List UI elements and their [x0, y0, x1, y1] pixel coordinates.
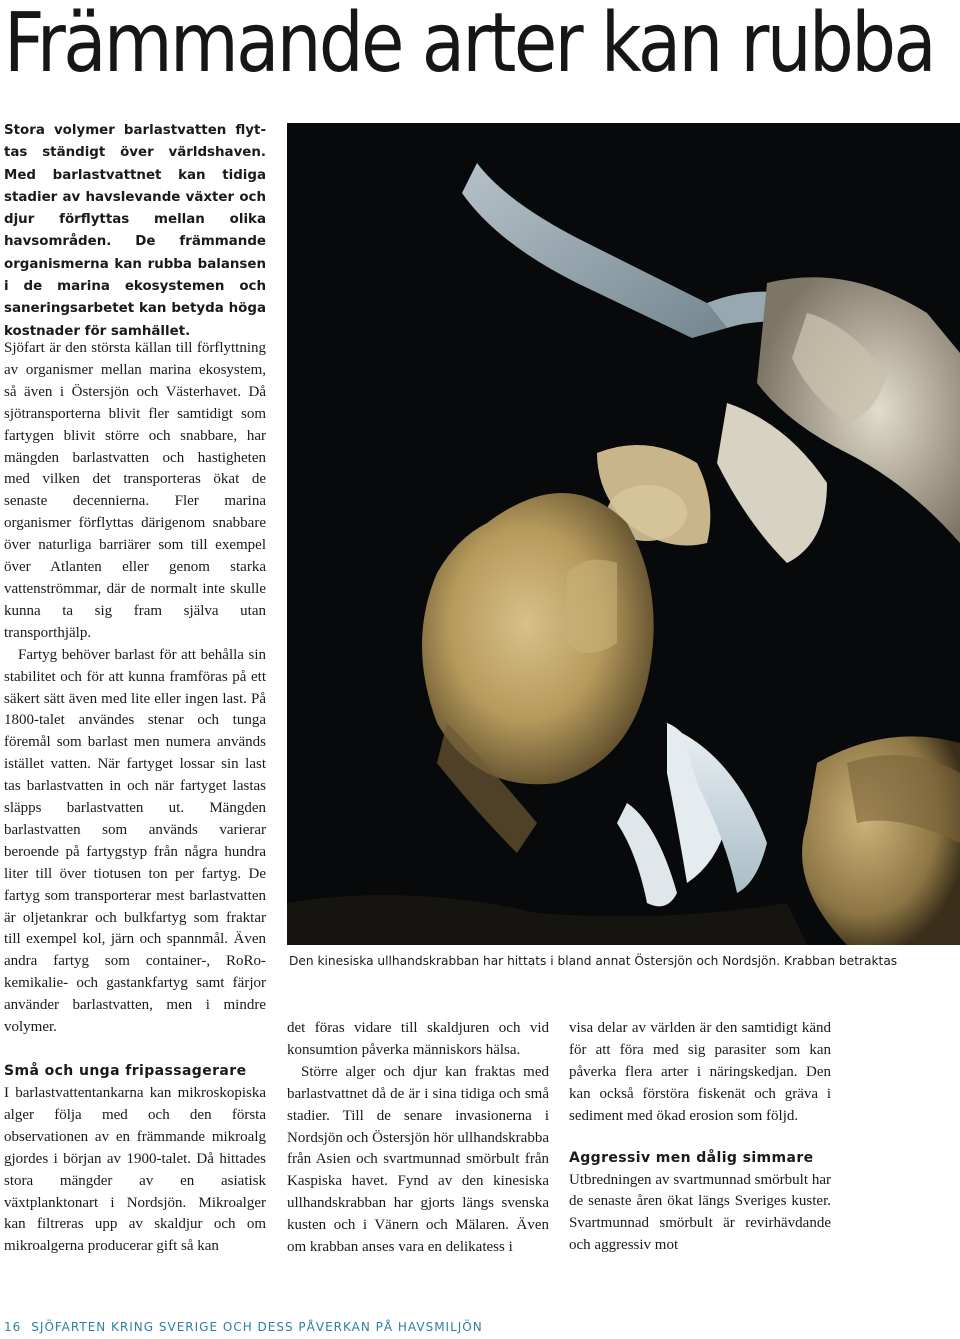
body-column-2 [287, 1018, 549, 1259]
photo-caption: Den kinesiska ullhandskrabban har hittats i bland annat Östersjön och Nordsjön. Krabban betraktas [289, 954, 898, 968]
page-number: 16 [4, 1320, 22, 1334]
mitten-crab-photo [287, 123, 960, 945]
body-paragraph: Större alger och djur kan fraktas med barlastvattnet då de är i sina tidiga och små stadier. Till de senare invasionerna i Nordsjön och Östersjön hör ullhandskrabba från Asien och svartmunnad smörbult från Kaspiska havet. Fynd av den kinesiska ullhandskrabban har gjorts längs svenska kusten och i Vänern och Mälaren. Även om krabban anses vara en delikatess i [287, 1063, 549, 1256]
body-paragraph: I barlastvattentankarna kan mikroskopiska alger följa med och den första observationen av en främmande mikroalg gjordes i början av 1900-talet. Då hittades stora mängder av en asiatisk växtplanktonart i Nordsjön. Mikroalger kan filtreras upp av skaldjur och om mikroalgerna producerar gift så kan [4, 1085, 266, 1255]
body-paragraph: det föras vidare till skaldjuren och vid konsumtion påverka människors hälsa. [287, 1020, 549, 1058]
crab-illustration [287, 123, 960, 945]
page-footer [4, 1320, 483, 1334]
section-heading: Aggressiv men dålig simmare [569, 1149, 814, 1166]
body-paragraph: Utbredningen av svartmunnad smörbult har de senaste åren ökat längs Sveriges kuster. Svartmunnad smörbult är revirhävdande och aggressiv mot [569, 1171, 831, 1254]
running-title: SJÖFARTEN KRING SVERIGE OCH DESS PÅVERKAN PÅ HAVSMILJÖN [31, 1320, 483, 1334]
body-paragraph: Fartyg behöver barlast för att behålla sin stabilitet och för att kunna framföras på ett säkert sätt även med lite eller ingen last. På 1800-talet användes stenar och tunga föremål som barlast men numera används istället vatten. När fartyget lossar sin last tas barlastvatten in och när fartyget lastas släpps barlastvatten ut. Mängden barlastvatten som används varierar beroende på fartygstyp från några hundra liter till över tiotusen ton per fartyg. De fartyg som transporterar mest barlastvatten är oljetankrar och bulkfartyg som fraktar till exempel kol, järn och spannmål. Även andra fartyg som container-, RoRo- kemikalie- och gastankfartyg samt färjor använder barlastvatten, men i mindre volymer. [4, 646, 266, 1036]
body-column-1 [4, 338, 266, 1258]
section-heading: Små och unga fripassagerare [4, 1063, 247, 1079]
body-paragraph: visa delar av världen är den samtidigt känd för att föra med sig parasiter som kan påverka flera arter i näringskedjan. Den kan också förstöra fiskenät och gräva i sediment med ökad erosion som följd. [569, 1020, 831, 1124]
body-paragraph: Sjöfart är den största källan till förflyttning av organismer mellan marina ekosystem, så även i Östersjön och Västerhavet. Då sjötransporterna blivit fler samtidigt som fartygen blivit större och snabbare, har mängden barlastvatten och hastigheten med vilken det transporteras ökat de senaste decennierna. Fler marina organismer förflyttas därigenom snabbare över naturliga barriärer som till exempel över Atlanten eller genom starka vattenströmmar, där de normalt inte skulle kunna ta sig fram själva utan transporthjälp. [4, 340, 266, 641]
article-headline: Främmande arter kan rubba [4, 0, 935, 91]
body-column-3 [569, 1018, 831, 1257]
article-lead: Stora volymer barlastvatten flyttas ständigt över världshaven. Med barlastvattnet kan tidiga stadier av havslevande växter och djur förflyttas mellan olika havsområden. De främmande organismerna kan rubba balansen i de marina ekosystemen och saneringsarbetet kan betyda höga kostnader för samhället. [4, 123, 266, 339]
